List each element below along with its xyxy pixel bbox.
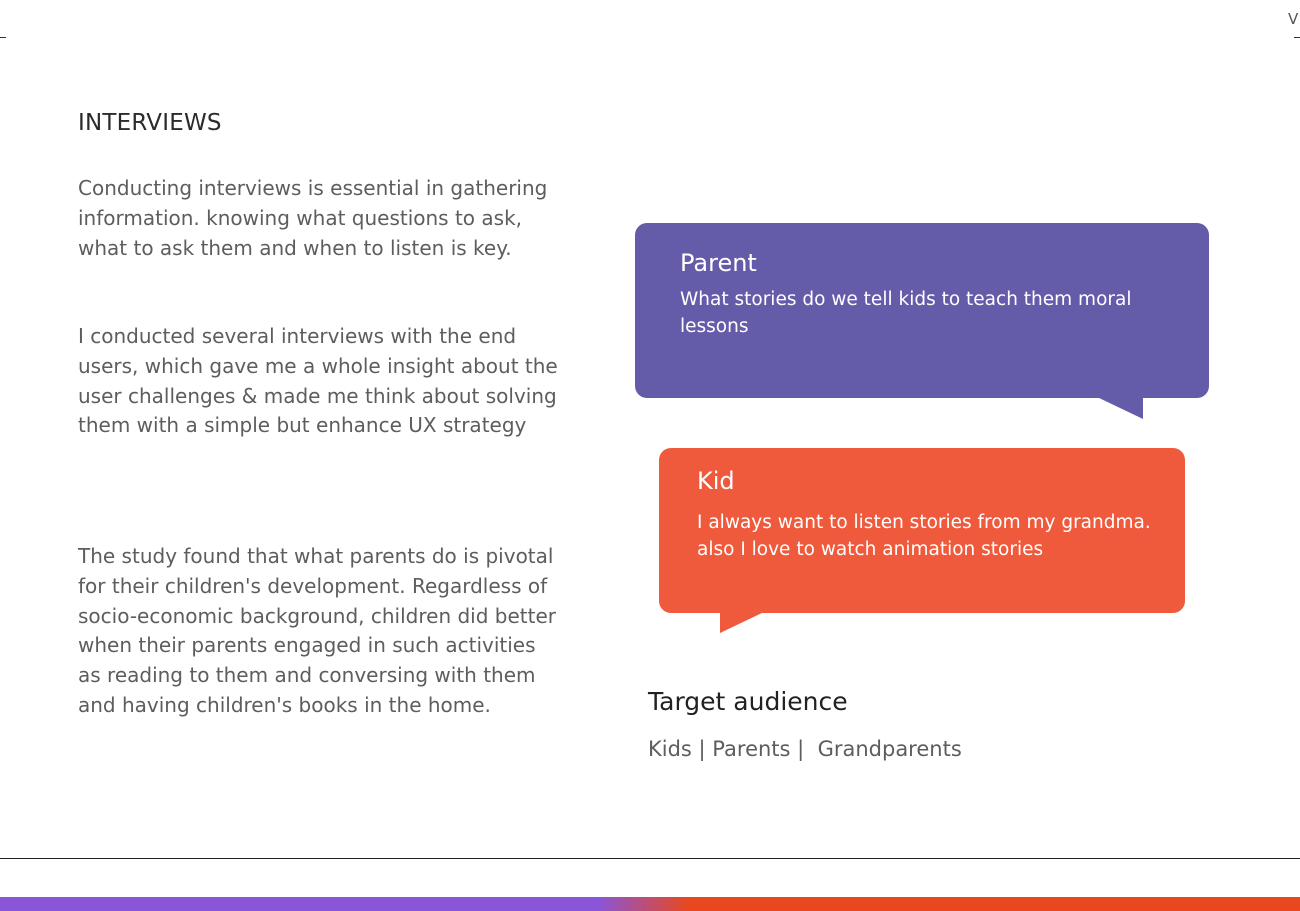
- study-paragraph: The study found that what parents do is pivotal for their children's development. Regardless of socio-economic background, children did better when their parents engaged in such activities as reading to them and conversing with them and having children's books in the home.: [78, 544, 556, 717]
- gradient-footer-band: [0, 897, 1300, 911]
- top-rule-right: [1294, 37, 1300, 38]
- target-audience-list: Kids | Parents | Grandparents: [648, 737, 962, 761]
- top-rule-left: [0, 37, 6, 38]
- parent-quote-bubble: [635, 223, 1209, 398]
- kid-quote-bubble: [659, 448, 1185, 613]
- quote-text: I always want to listen stories from my grandma. also I love to watch animation stories: [697, 512, 1151, 560]
- kid-bubble-tail: [720, 612, 764, 633]
- quote-speaker: Parent: [680, 249, 757, 277]
- target-audience-title: Target audience: [648, 687, 848, 716]
- bottom-divider: [0, 858, 1300, 859]
- section-title: INTERVIEWS: [78, 110, 222, 136]
- quote-text: What stories do we tell kids to teach them moral lessons: [680, 289, 1132, 337]
- intro-paragraph: Conducting interviews is essential in gathering information. knowing what questions to ask, what to ask them and when to listen is key.: [78, 176, 548, 260]
- parent-bubble-tail: [1097, 397, 1143, 419]
- quote-speaker: Kid: [697, 467, 735, 495]
- interviews-paragraph: I conducted several interviews with the end users, which gave me a whole insight about the user challenges & made me think about solving them with a simple but enhance UX strategy: [78, 324, 558, 438]
- corner-text: V: [1288, 10, 1299, 28]
